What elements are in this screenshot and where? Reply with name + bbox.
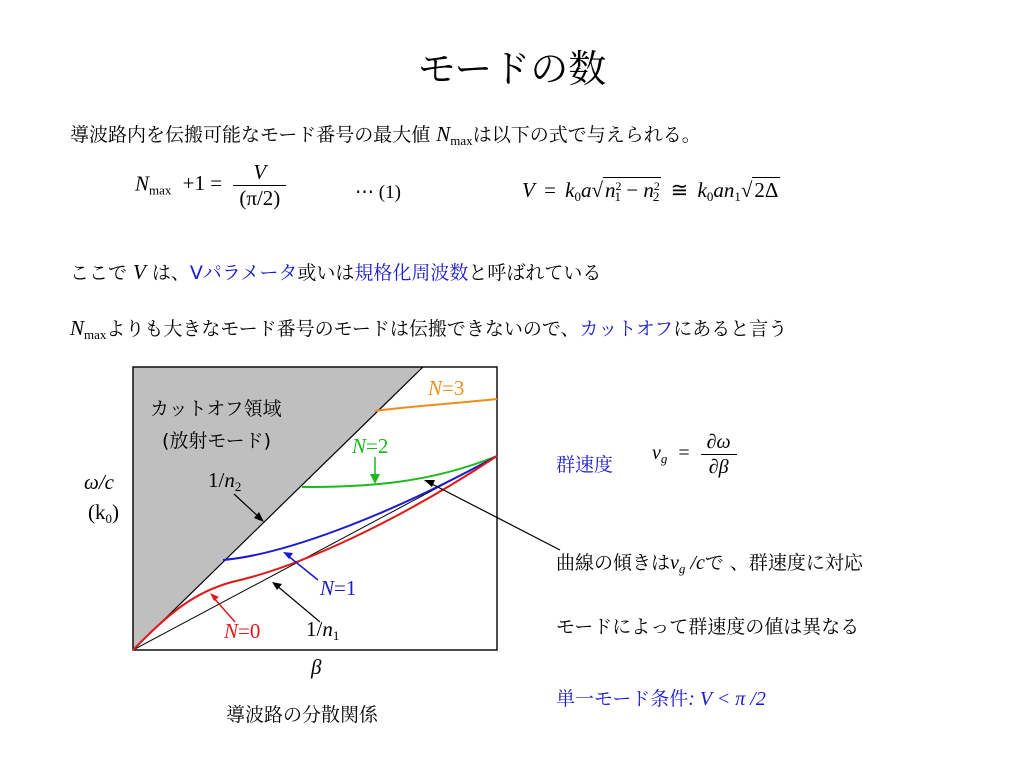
- slope-text: 曲線の傾きは$v_g$ /cで 、群速度に対応: [556, 552, 863, 576]
- velocity-differs-text: モードによって群速度の値は異なる: [556, 616, 860, 638]
- x-axis-label: β: [311, 655, 322, 679]
- arrow-slope-head: [424, 480, 435, 487]
- mode-label-3: N=3: [428, 376, 465, 400]
- cutoff-region-label: カットオフ領域: [150, 398, 282, 420]
- intro-text: 導波路内を伝搬可能なモード番号の最大値 $N_{max}$は以下の式で与えられる。: [70, 122, 701, 148]
- equation-v: $V = k_0a√n^2_1 - n^2_2$ ≅ $k_0an_1√2\Delta$: [522, 178, 779, 204]
- arrow-mode2-head: [370, 474, 380, 484]
- mode-label-0: N=0: [224, 619, 261, 643]
- single-mode-condition: 単一モード条件: V < π /2: [556, 688, 766, 710]
- equation-ref: ⋯ (1): [355, 182, 401, 203]
- label-1-n1: $1/n_1$: [306, 617, 340, 643]
- label-1-n2: $1/n_2$: [208, 468, 242, 494]
- mode-label-2: N=2: [352, 434, 389, 458]
- figure-caption: 導波路の分散関係: [226, 704, 379, 726]
- mode-label-1: N=1: [320, 576, 357, 600]
- slide-title: モードの数: [417, 47, 607, 91]
- cutoff-text: $N_{max}$よりも大きなモード番号のモードは伝搬できないので、カットオフにあると言う: [70, 316, 788, 342]
- y-axis-sublabel: $(k_0)$: [88, 500, 119, 526]
- arrow-slope: [430, 483, 560, 550]
- equation-nmax: $N_{max} +1$ = $\frac{V}{(\pi/2)}$: [135, 162, 286, 209]
- radiation-mode-label: (放射モード): [162, 430, 272, 452]
- arrow-mode0-head: [210, 593, 219, 601]
- group-velocity-label: 群速度: [556, 454, 614, 476]
- y-axis-label: ω/c: [84, 470, 114, 494]
- v-parameter-text: ここで V は、Vパラメータ或いは規格化周波数と呼ばれている: [70, 260, 602, 284]
- group-velocity-formula: $v_g$ = $\frac{\partial\omega}{\partial\beta}$: [652, 432, 737, 477]
